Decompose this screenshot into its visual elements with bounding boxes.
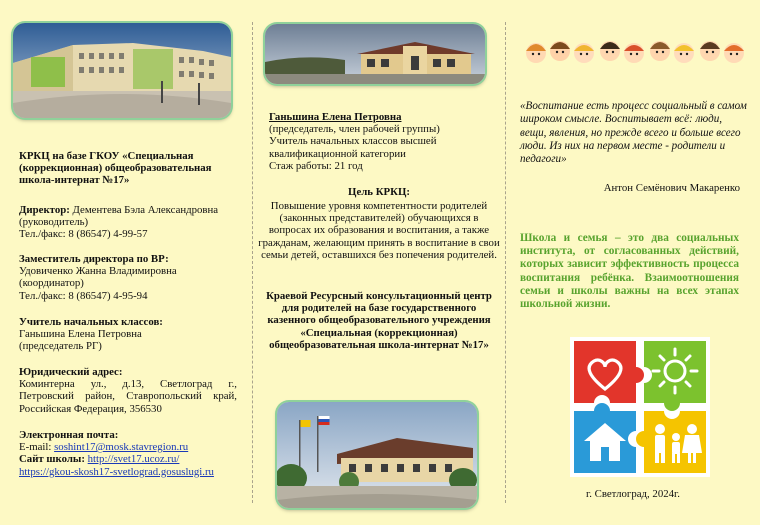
quote-author: Антон Семёнович Макаренко	[603, 182, 740, 194]
site-link[interactable]: http://svet17.ucoz.ru/	[87, 453, 180, 466]
email-heading: Электронная почта:	[19, 429, 119, 441]
address-label: Юридический адрес:	[19, 366, 123, 378]
deputy-name: Удовиченко Жанна Владимировна	[19, 265, 177, 278]
teacher-section	[19, 316, 237, 353]
center-title: Краевой Ресурсный консультационный центр для родителей на базе государственного казенного общеобразовательного учреждения «Специальная (коррекционная) общеобразовательная школа-интернат №17»	[266, 290, 492, 351]
school-house-photo	[265, 24, 485, 84]
school-building-photo	[13, 23, 231, 118]
kids-illustration	[522, 29, 748, 71]
family-puzzle-icon	[570, 337, 710, 477]
city-year: г. Светлоград, 2024г.	[586, 488, 680, 500]
right-column	[506, 0, 760, 525]
director-role: (руководитель)	[19, 216, 89, 229]
org-title: КРКЦ на базе ГКОУ «Специальная (коррекционная) общеобразовательная школа-интернат №17»	[19, 150, 212, 187]
teacher-card-stage: Стаж работы: 21 год	[269, 159, 363, 172]
gosuslugi-link[interactable]: https://gkou-skosh17-svetlograd.gosuslugi.ru	[19, 465, 214, 478]
email-link[interactable]: soshint17@mosk.stavregion.ru	[54, 441, 189, 454]
director-phone: Тел./факс: 8 (86547) 4-99-57	[19, 228, 148, 241]
middle-column	[253, 0, 505, 525]
teacher-card-role2: Учитель начальных классов высшей квалификационной категории	[269, 135, 437, 160]
email-prefix: E-mail:	[19, 441, 52, 454]
school-flags-photo	[277, 402, 477, 508]
teacher-label: Учитель начальных классов:	[19, 316, 163, 328]
teacher-card-role1: (председатель, член рабочей группы)	[269, 123, 440, 136]
deputy-role: (координатор)	[19, 277, 84, 290]
left-column	[0, 0, 252, 525]
teacher-role: (председатель РГ)	[19, 340, 102, 353]
deputy-label: Заместитель директора по ВР:	[19, 253, 169, 265]
school-family-text: Школа и семья – это два социальных института, от согласованных действий, которых зависит эффективность процесса воспитания ребёнка. Взаимоотношения семьи и школы важны на всех этапах школьной жизни.	[520, 232, 739, 311]
teacher-card-name: Ганьшина Елена Петровна	[269, 111, 402, 123]
goal-title: Цель КРКЦ:	[348, 186, 410, 198]
teacher-name: Ганьшина Елена Петровна	[19, 328, 142, 341]
director-section	[19, 204, 237, 241]
director-name: Дементева Бэла Александровна	[72, 204, 219, 216]
deputy-phone: Тел./факс: 8 (86547) 4-95-94	[19, 289, 148, 302]
contacts-section	[19, 429, 244, 478]
site-label: Сайт школы:	[19, 453, 85, 466]
address-text: Коминтерна ул., д.13, Светлоград г., Петровский район, Ставропольский край, Российская Федерация, 356530	[19, 378, 237, 415]
makarenko-quote: «Воспитание есть процесс социальный в самом широком смысле. Воспитывает всё: люди, вещи, явления, но прежде всего и больше всего люди. Из них на первом месте - родители и педагоги»	[520, 100, 747, 166]
director-label: Директор:	[19, 204, 70, 216]
deputy-section	[19, 253, 237, 302]
address-section	[19, 366, 237, 415]
teacher-card	[269, 111, 489, 172]
goal-text: Повышение уровня компетентности родителей (законных представителей) обучающихся в вопросах их образования и воспитания, а также гражданам, желающим принять в воспитание в свои семьи детей, оставшихся без попечения родителей.	[258, 200, 500, 261]
